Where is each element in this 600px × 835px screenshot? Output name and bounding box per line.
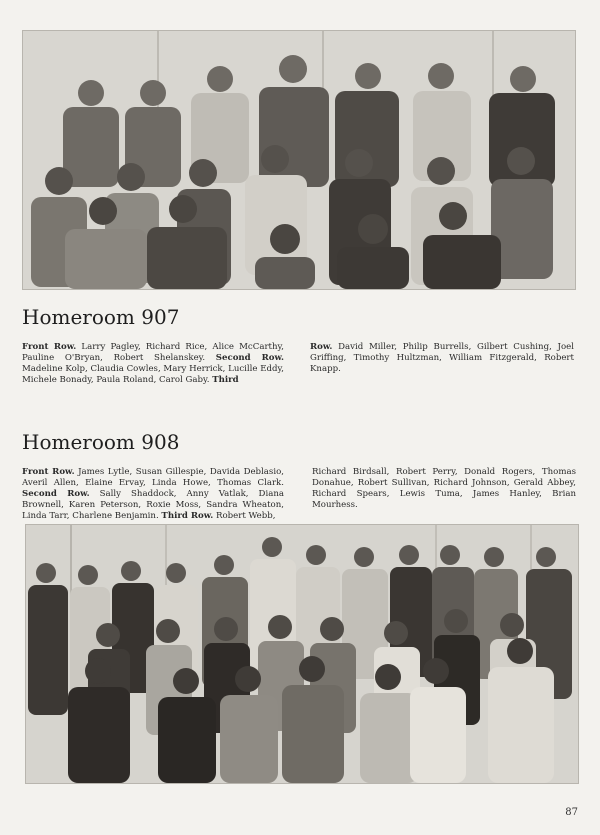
row-label: Third: [212, 375, 239, 385]
homeroom-907-photo: [22, 30, 576, 290]
name-list: Sally Shaddock, Anny Vatlak, Diana Brownell, Karen Peterson, Roxie Moss, Sandra Wheaton, Linda Tarr, Charlene Benjamin.: [22, 489, 284, 521]
homeroom-908-photo: [25, 524, 579, 784]
row-label: Front Row.: [22, 342, 77, 352]
homeroom-908-caption-left: [22, 467, 284, 522]
row-label: Third Row.: [161, 511, 214, 521]
homeroom-907-title: Homeroom 907: [22, 305, 180, 329]
name-list: Robert Webb,: [213, 511, 276, 521]
homeroom-907-caption-left: [22, 342, 284, 386]
homeroom-908-title: Homeroom 908: [22, 430, 180, 454]
row-label: Second Row.: [22, 489, 90, 499]
row-label: Row.: [310, 342, 333, 352]
name-list: James Lytle, Susan Gillespie, Davida Deblasio, Averil Allen, Elaine Ervay, Linda Howe, Thomas Clark.: [22, 467, 284, 488]
page-number: 87: [565, 807, 578, 818]
name-list: Larry Pagley, Richard Rice, Alice McCarthy, Pauline O'Bryan, Robert Shelanskey.: [22, 342, 284, 363]
row-label: Second Row.: [215, 353, 285, 363]
name-list: Richard Birdsall, Robert Perry, Donald Rogers, Thomas Donahue, Robert Sullivan, Richard Johnson, Gerald Abbey, Richard Spears, Lewis Tuma, James Hanley, Brian Mourhess.: [312, 467, 576, 510]
row-label: Front Row.: [22, 467, 75, 477]
homeroom-908-caption-right: [312, 467, 576, 511]
homeroom-907-caption-right: [310, 342, 574, 375]
name-list: Madeline Kolp, Claudia Cowles, Mary Herrick, Lucille Eddy, Michele Bonady, Paula Roland, Carol Gaby.: [22, 364, 284, 385]
name-list: David Miller, Philip Burrells, Gilbert Cushing, Joel Griffing, Timothy Hultzman, William Fitzgerald, Robert Knapp.: [310, 342, 574, 374]
